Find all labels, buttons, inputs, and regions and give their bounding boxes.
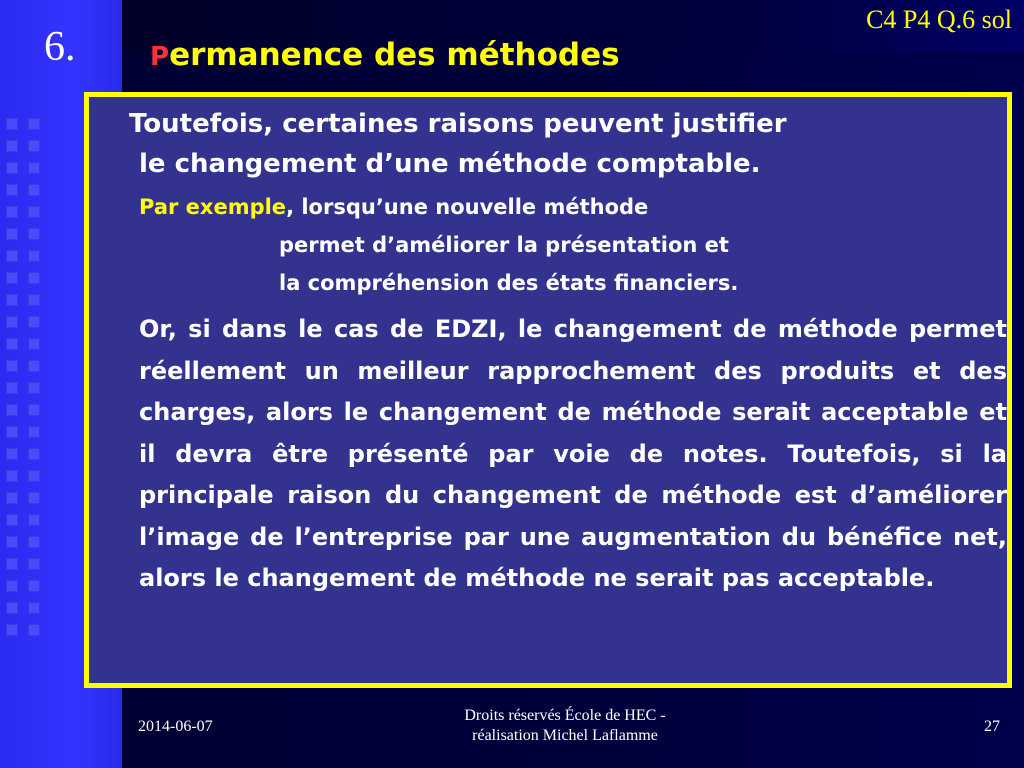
title-rest: ermanence des méthodes — [169, 37, 620, 73]
example-line-3: la compréhension des états financiers. — [279, 271, 739, 295]
content-box — [84, 92, 1012, 688]
decorative-squares — [6, 118, 46, 678]
slide-title — [150, 38, 620, 72]
question-reference-tag: C4 P4 Q.6 sol — [866, 5, 1012, 34]
conclusion-paragraph: Or, si dans le cas de EDZI, le changement de méthode permet réellement un meilleur rapprochement des produits et des charges, alors le changement de méthode serait acceptable et il devra être présenté par voie de notes. Toutefois, si la principale raison du changement de méthode est d’améliorer l’image de l’entreprise par une augmentation du bénéfice net, alors le changement de méthode ne serait pas acceptable. — [139, 315, 1007, 592]
footer-date: 2014-06-07 — [138, 718, 213, 735]
footer-rights-line-1: Droits réservés École de HEC - — [464, 707, 666, 724]
footer-rights-line-2: réalisation Michel Laflamme — [472, 727, 658, 744]
title-first-letter: P — [150, 42, 170, 72]
slide-section-number: 6. — [44, 24, 76, 70]
example-text: , lorsqu’une nouvelle méthode — [286, 195, 649, 219]
footer-page-number: 27 — [984, 718, 1000, 735]
example-label: Par exemple — [139, 195, 287, 219]
intro-line-2: le changement d’une méthode comptable. — [139, 149, 761, 179]
example-line-2: permet d’améliorer la présentation et — [279, 233, 729, 257]
intro-line-1: Toutefois, certaines raisons peuvent justifier — [129, 109, 787, 139]
example-line — [139, 195, 648, 219]
footer-rights — [400, 706, 730, 746]
